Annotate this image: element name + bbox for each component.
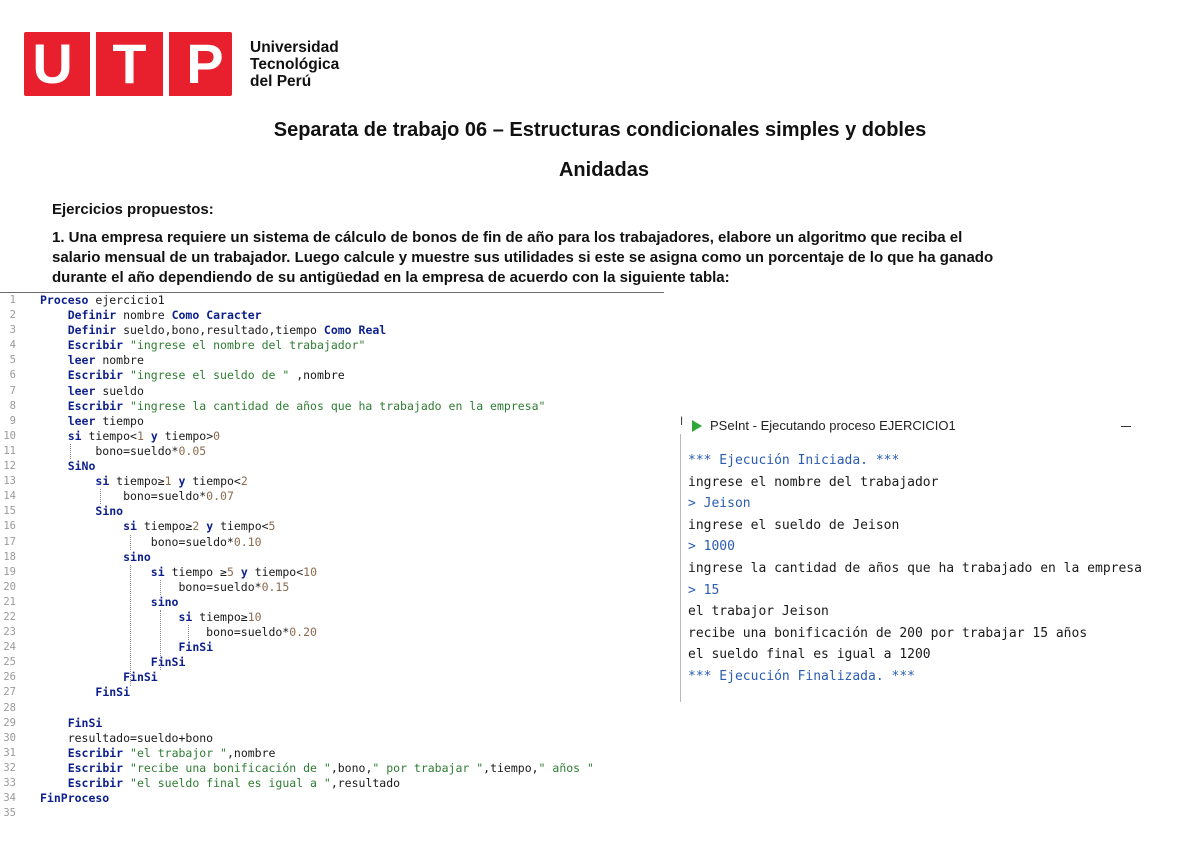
code-text: bono=sueldo*0.07 xyxy=(40,489,234,504)
console-line: recibe una bonificación de 200 por trabajar 15 años xyxy=(688,625,1088,641)
exercise-statement xyxy=(52,228,1162,288)
console-line: > 1000 xyxy=(688,539,735,555)
code-line xyxy=(0,716,664,731)
line-number: 29 xyxy=(3,716,16,729)
code-line xyxy=(0,791,664,806)
code-line xyxy=(0,353,664,368)
code-line xyxy=(0,474,664,489)
code-line xyxy=(0,504,664,519)
console-line: *** Ejecución Finalizada. *** xyxy=(688,668,915,684)
logo-letter-u: U xyxy=(32,32,73,95)
line-number: 32 xyxy=(3,761,16,774)
console-line: > 15 xyxy=(688,582,720,598)
code-text: FinSi xyxy=(95,685,131,700)
code-line xyxy=(0,610,664,625)
code-text: FinSi xyxy=(67,715,103,730)
code-text: Definir sueldo,bono,resultado,tiempo Como Real xyxy=(67,323,387,338)
console-line: *** Ejecución Iniciada. *** xyxy=(688,453,900,468)
play-icon xyxy=(692,420,702,432)
code-line xyxy=(0,701,664,716)
logo-box xyxy=(24,32,232,96)
line-number: 9 xyxy=(9,414,16,427)
page-title: Separata de trabajo 06 – Estructuras condicionales simples y dobles xyxy=(273,119,927,141)
line-number: 35 xyxy=(3,807,16,820)
console-line: ingrese el sueldo de Jeison xyxy=(688,517,900,533)
code-line xyxy=(0,580,664,595)
code-line xyxy=(0,535,664,550)
console-line: > Jeison xyxy=(688,496,751,512)
code-line xyxy=(0,746,664,761)
code-text: SiNo xyxy=(67,459,96,474)
console-window[interactable] xyxy=(680,412,1150,692)
code-text: leer tiempo xyxy=(67,413,144,428)
line-number: 18 xyxy=(3,550,16,563)
code-text: Escribir "recibe una bonificación de ",bono," por trabajar ",tiempo," años " xyxy=(67,760,594,775)
line-number: 20 xyxy=(3,580,16,593)
code-text: Escribir "el trabajor ",nombre xyxy=(67,745,276,760)
minimize-icon[interactable] xyxy=(1121,426,1131,427)
console-title: PSeInt - Ejecutando proceso EJERCICIO1 xyxy=(710,418,956,433)
code-text: si tiempo≥1 y tiempo<2 xyxy=(95,474,248,489)
code-line xyxy=(0,731,664,746)
line-number: 14 xyxy=(3,490,16,503)
console-line: ingrese la cantidad de años que ha trabajado en la empresa xyxy=(688,560,1142,576)
page-subtitle: Anidadas xyxy=(558,159,650,181)
line-number: 24 xyxy=(3,641,16,654)
console-output xyxy=(688,450,1142,688)
code-text: si tiempo≥2 y tiempo<5 xyxy=(123,519,276,534)
line-number: 11 xyxy=(3,444,16,457)
code-line xyxy=(0,308,664,323)
code-line xyxy=(0,519,664,534)
code-text: Escribir "ingrese el sueldo de " ,nombre xyxy=(67,368,345,383)
line-number: 25 xyxy=(3,656,16,669)
console-line: el sueldo final es igual a 1200 xyxy=(688,647,931,663)
line-number: 1 xyxy=(9,294,16,306)
line-number: 8 xyxy=(9,399,16,412)
code-line xyxy=(0,414,664,429)
statement-line: salario mensual de un trabajador. Luego calcule y muestre sus utilidades si este se asigna como un porcentaje de lo que ha ganado xyxy=(52,249,994,266)
line-number: 2 xyxy=(9,309,16,322)
logo-line: del Perú xyxy=(250,72,312,90)
code-text: Proceso ejercicio1 xyxy=(40,293,165,307)
line-number: 34 xyxy=(3,792,16,805)
line-number: 26 xyxy=(3,671,16,684)
code-line xyxy=(0,368,664,383)
code-text: bono=sueldo*0.10 xyxy=(40,534,262,549)
code-text: Escribir "ingrese la cantidad de años que ha trabajado en la empresa" xyxy=(67,398,546,413)
code-line xyxy=(0,655,664,670)
line-number: 10 xyxy=(3,429,16,442)
code-line xyxy=(0,293,664,308)
utp-logo xyxy=(24,28,339,100)
console-line: ingrese el nombre del trabajador xyxy=(688,474,939,490)
code-text: FinSi xyxy=(123,670,158,685)
line-number: 19 xyxy=(3,565,16,578)
logo-letter-p: P xyxy=(186,32,224,95)
line-number: 27 xyxy=(3,686,16,699)
code-line xyxy=(0,550,664,565)
code-line xyxy=(0,685,664,700)
code-line xyxy=(0,776,664,791)
line-number: 12 xyxy=(3,460,16,473)
window-edge-mark: ǀ xyxy=(680,414,684,428)
line-number: 23 xyxy=(3,626,16,639)
line-number: 33 xyxy=(3,777,16,789)
code-text: FinSi xyxy=(150,655,186,670)
line-number: 17 xyxy=(3,535,16,548)
line-number: 15 xyxy=(3,505,16,518)
code-line xyxy=(0,429,664,444)
code-line xyxy=(0,399,664,414)
section-heading: Ejercicios propuestos: xyxy=(52,201,214,218)
code-text: Sino xyxy=(95,504,124,519)
code-text: sino xyxy=(150,594,179,609)
code-line xyxy=(0,384,664,399)
code-text: Definir nombre Como Caracter xyxy=(67,308,262,323)
code-text: FinSi xyxy=(178,640,214,655)
code-text: bono=sueldo*0.20 xyxy=(40,625,317,640)
line-number: 7 xyxy=(9,384,16,397)
logo-line: Universidad xyxy=(250,38,339,56)
line-number: 21 xyxy=(3,595,16,608)
code-line xyxy=(0,670,664,685)
code-line xyxy=(0,338,664,353)
line-number: 4 xyxy=(9,339,16,352)
line-number: 31 xyxy=(3,746,16,759)
line-number: 13 xyxy=(3,475,16,488)
code-text: leer sueldo xyxy=(67,383,144,398)
line-number: 6 xyxy=(9,369,16,382)
code-text: FinProceso xyxy=(40,791,110,806)
code-line xyxy=(0,323,664,338)
code-line xyxy=(0,761,664,776)
code-text: resultado=sueldo+bono xyxy=(40,730,214,745)
line-number: 5 xyxy=(9,354,16,367)
code-text: Escribir "ingrese el nombre del trabajador" xyxy=(67,338,366,353)
code-line xyxy=(0,444,664,459)
console-line: el trabajor Jeison xyxy=(688,604,829,620)
code-line xyxy=(0,459,664,474)
code-line xyxy=(0,595,664,610)
code-text: si tiempo<1 y tiempo>0 xyxy=(67,428,221,443)
code-text: Escribir "el sueldo final es igual a ",resultado xyxy=(67,776,401,790)
line-number: 3 xyxy=(9,324,16,337)
statement-line: durante el año dependiendo de su antigüedad en la empresa de acuerdo con la siguiente tabla: xyxy=(52,269,730,286)
code-text: bono=sueldo*0.15 xyxy=(40,579,290,594)
logo-line: Tecnológica xyxy=(250,55,340,73)
code-text: si tiempo≥10 xyxy=(178,609,262,624)
code-line xyxy=(0,806,664,821)
code-line xyxy=(0,625,664,640)
logo-letter-t: T xyxy=(112,32,147,95)
line-number: 16 xyxy=(3,520,16,533)
code-text: bono=sueldo*0.05 xyxy=(40,443,207,458)
code-editor[interactable] xyxy=(0,292,664,850)
line-number: 22 xyxy=(3,610,16,623)
logo-text xyxy=(250,39,339,90)
code-text: sino xyxy=(123,549,151,564)
line-number: 30 xyxy=(3,731,16,744)
code-line xyxy=(0,565,664,580)
statement-line: 1. Una empresa requiere un sistema de cálculo de bonos de fin de año para los trabajadores, elabore un algoritmo que reciba el xyxy=(52,229,963,246)
console-titlebar xyxy=(692,418,956,433)
code-text: leer nombre xyxy=(67,353,144,368)
code-text: si tiempo ≥5 y tiempo<10 xyxy=(150,564,318,579)
line-number: 28 xyxy=(3,701,16,714)
code-line xyxy=(0,640,664,655)
